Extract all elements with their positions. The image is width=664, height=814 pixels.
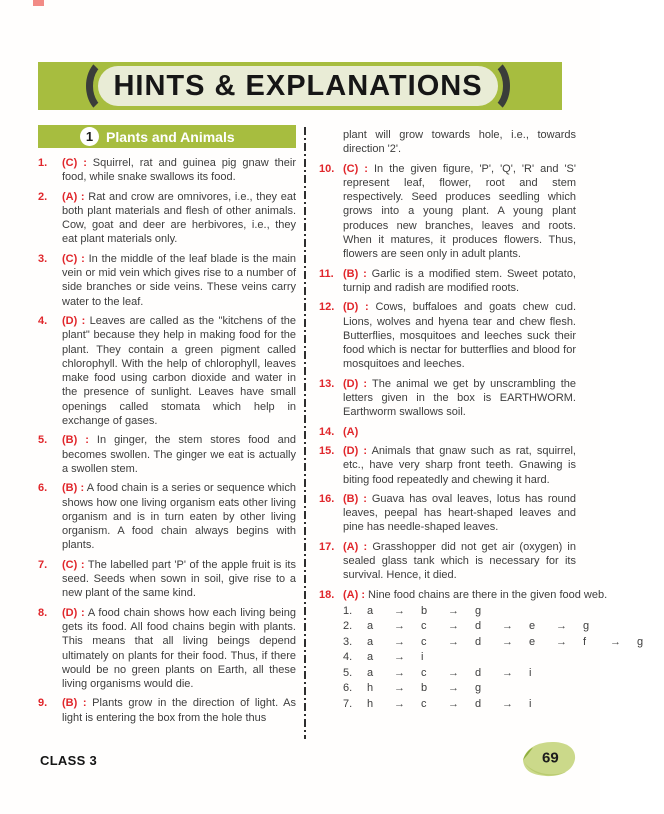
chain-node: d [475,666,482,679]
answer-body [343,300,576,371]
section-number-badge: 1 [80,127,99,146]
chain-number: 1. [343,604,353,617]
chain-node: c [421,666,427,679]
question-number: 15. [319,444,335,457]
page-number-badge [520,739,578,779]
answer-item [38,606,296,692]
chain-number: 5. [343,666,353,679]
arrow-icon: → [502,666,513,679]
answer-item [38,252,296,309]
answer-item [38,558,296,601]
arrow-icon: → [394,666,405,679]
chain-number: 4. [343,651,353,664]
arrow-icon: → [394,604,405,617]
question-number: 6. [38,482,48,495]
answer-option: (D) : [343,301,369,314]
section-title: Plants and Animals [106,128,235,145]
chain-node: a [367,666,374,679]
answer-option: (B) : [62,482,85,495]
chain-node: i [529,666,532,679]
question-number: 1. [38,157,48,169]
answer-body [62,252,296,309]
arrow-icon: → [448,682,459,695]
answer-body [343,267,576,296]
answer-body [62,190,296,247]
question-number [319,128,343,157]
explanation-text: Squirrel, rat and guinea pig gnaw their food, while snake swallows its food. [62,157,296,184]
answer-item [38,156,296,185]
arrow-icon: → [448,697,459,710]
answer-option: (A) : [343,588,365,601]
answer-body [343,540,576,583]
answer-item [38,481,296,552]
answer-item [38,190,296,247]
question-number: 10. [319,162,335,175]
arrow-icon: → [502,697,513,710]
answer-item [38,696,296,725]
answer-item [319,444,576,487]
explanation-text: plant will grow towards hole, i.e., towards direction '2'. [343,129,576,156]
explanation-text: Leaves are called as the "kitchens of the plant" because they help in making food for the plant. They contain a green pigment called chlorophyll. With the help of chlorophyll, leaves make food using carbon dioxide and water in the presence of sunlight. Leaves have small openings called stomata which help in exchange of gases. [62,314,296,428]
answer-option: (B) : [343,492,367,505]
scan-artifact-mark [33,0,44,6]
answer-option: (A) [343,425,359,438]
answer-item [319,267,576,296]
answer-option: (D) : [343,444,368,457]
chain-number: 6. [343,682,353,695]
question-number: 7. [38,558,48,571]
answer-option: (B) : [62,697,87,710]
answer-body [343,492,576,535]
food-chain-row [343,666,664,682]
column-divider [304,127,306,739]
explanation-text: Garlic is a modified stem. Sweet potato, turnip and radish are modified roots. [343,267,576,294]
question-number: 4. [38,314,48,327]
answer-item [319,540,576,583]
answer-option: (C) : [343,162,368,175]
arrow-icon: → [394,635,405,648]
answer-item [319,377,576,420]
question-number: 9. [38,697,48,710]
explanation-text: The labelled part 'P' of the apple fruit is its seed. Seeds when sown in soil, give rise to a new plant of the same kind. [62,558,296,600]
explanation-text: A food chain is a series or sequence which shows how one living organism eats other living organism and is in turn eaten by other living organism. A food chain always begins with plants. [62,482,296,552]
chain-node: i [421,651,424,664]
answer-option: (D) : [62,606,85,619]
chain-node: f [583,635,587,648]
arrow-icon: → [394,620,405,633]
arrow-icon: → [502,635,513,648]
arrow-icon: → [448,666,459,679]
answer-option: (A) : [62,190,85,203]
answer-body [62,696,296,725]
chain-number: 3. [343,635,353,648]
page-title: HINTS & EXPLANATIONS [113,69,483,102]
page-number: 69 [541,749,559,767]
question-number: 11. [319,267,334,280]
question-number: 3. [38,252,48,265]
answer-body [62,156,296,185]
answer-item [319,162,576,262]
header-banner [38,62,562,110]
food-chain-row [343,619,664,635]
explanation-text: Nine food chains are there in the given food web. [365,588,608,601]
right-column [319,128,644,717]
chain-node: c [421,697,427,710]
arrow-icon: → [448,604,459,617]
chain-node: i [529,697,532,710]
food-chain-row [343,635,664,651]
answer-body [343,377,576,420]
answer-option: (C) : [62,157,87,169]
answer-option: (C) : [62,558,85,571]
question-number: 5. [38,434,48,447]
explanation-text: In the middle of the leaf blade is the main vein or mid vein which gives rise to a number of side branches or side veins. These veins carry water to the leaf. [62,252,297,308]
answer-option: (C) : [62,252,85,265]
chain-node: a [367,620,374,633]
chain-node: g [583,620,590,633]
left-parenthesis-decoration [86,57,130,115]
header-pill [98,66,498,106]
answer-option: (B) : [62,434,89,447]
answer-option: (A) : [343,540,368,553]
chain-node: b [421,682,428,695]
answer-body [343,425,576,439]
food-chain-row [343,681,664,697]
chain-node: a [367,604,374,617]
food-chain-row [343,697,664,713]
answer-item [319,425,576,439]
chain-node: a [367,635,374,648]
explanation-text: Animals that gnaw such as rat, squirrel, etc., have very sharp front teeth. Gnawing is biting food repeatedly and chewing it hard. [343,444,576,486]
question-number: 13. [319,377,335,390]
chain-node: c [421,635,427,648]
arrow-icon: → [448,635,459,648]
right-parenthesis-decoration [466,57,510,115]
chain-node: e [529,620,536,633]
chain-number: 7. [343,697,353,710]
explanation-text: In ginger, the stem stores food and becomes swollen. The ginger we eat is actually a swollen stem. [62,434,296,475]
chain-node: h [367,682,374,695]
food-chain-row [343,604,664,620]
chain-node: e [529,635,536,648]
chain-node: g [637,635,644,648]
answer-body [62,314,296,428]
food-chain-row [343,650,664,666]
arrow-icon: → [556,620,567,633]
explanation-text: Guava has oval leaves, lotus has round leaves, peepal has heart-shaped leaves and pine has needle-shaped leaves. [343,492,576,534]
answer-option: (D) : [343,377,368,390]
answer-body [62,558,296,601]
question-number: 16. [319,492,335,505]
answer-item [319,492,576,535]
arrow-icon: → [448,620,459,633]
explanation-text: In the given figure, 'P', 'Q', 'R' and 'S' represent leaf, flower, root and stem respectively. Seed produces seedling which grows into a young plant. A young plant produces new branches, leaves and roots. When it matures, it produces flowers. Thus, flowers are seen only in adult plants. [343,162,576,261]
chain-node: c [421,620,427,633]
answer-option: (B) : [343,267,367,280]
chain-node: d [475,635,482,648]
chain-node: d [475,697,482,710]
chain-node: b [421,604,428,617]
left-column [38,156,296,730]
answer-item [38,314,296,428]
explanation-text: A food chain shows how each living being gets its food. All food chains begin with plants. This means that all living beings depend ultimately on plants for their food. Thus, if there would be no green plants on Earth, all these living organisms would die. [62,606,296,691]
chain-node: g [475,604,482,617]
arrow-icon: → [610,635,621,648]
answer-item [319,588,644,713]
answer-item [319,128,576,157]
answer-body [343,588,664,713]
answer-body [62,606,296,692]
explanation-text: Plants grow in the direction of light. As light is entering the box from the hole thus [62,697,296,724]
food-chain-list [343,604,664,713]
explanation-text: Grasshopper did not get air (oxygen) in sealed glass tank which is necessary for its survival. Hence, it died. [343,540,576,582]
arrow-icon: → [394,697,405,710]
question-number: 18. [319,588,335,601]
arrow-icon: → [394,682,405,695]
answer-option: (D) : [62,314,86,327]
answer-body [62,481,296,552]
question-number: 2. [38,190,48,203]
chain-node: a [367,651,374,664]
question-number: 14. [319,425,335,438]
answer-item [319,300,576,371]
explanation-text: Rat and crow are omnivores, i.e., they eat both plant materials and flesh of other animals. Cow, goat and deer are herbivores, i.e., they eat plant materials only. [62,190,296,246]
chain-node: d [475,620,482,633]
answer-item [38,433,296,476]
question-number: 12. [319,301,335,314]
explanation-text: Cows, buffaloes and goats chew cud. Lions, wolves and hyena tear and chew flesh. Butterflies, mosquitoes and leeches suck their food which is nectar for butterflies and blood for mosquitoes and leeches. [343,301,576,371]
chain-node: h [367,697,374,710]
footer-class-label: CLASS 3 [40,753,98,768]
answer-body [343,162,576,262]
arrow-icon: → [556,635,567,648]
answer-body [62,433,296,476]
arrow-icon: → [502,620,513,633]
chain-number: 2. [343,620,353,633]
chain-node: g [475,682,482,695]
explanation-text: The animal we get by unscrambling the letters given in the box is EARTHWORM. Earthworm swallows soil. [343,377,576,419]
answer-body [343,128,576,157]
answer-body [343,444,576,487]
section-header [38,125,296,148]
arrow-icon: → [394,651,405,664]
question-number: 8. [38,606,48,619]
question-number: 17. [319,540,335,553]
